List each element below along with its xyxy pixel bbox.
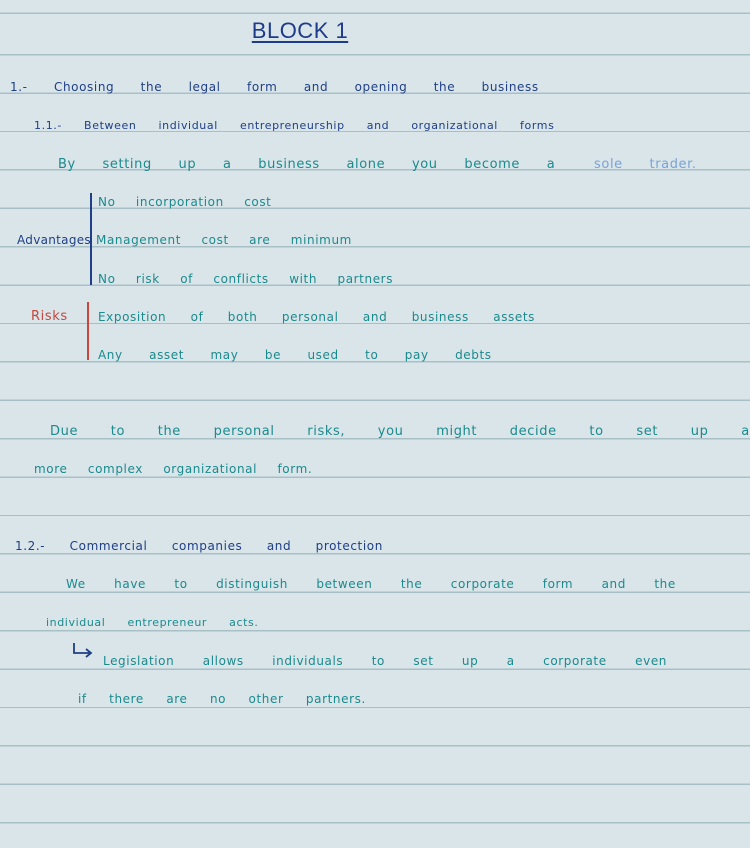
return-arrow-icon xyxy=(72,642,94,658)
intro-main: By setting up a business alone you become a xyxy=(58,157,556,172)
risks-bracket xyxy=(87,302,89,360)
advantage-item: No risk of conflicts with partners xyxy=(98,272,394,286)
section1-1-heading: 1.1.- Between individual entrepreneurship and organizational forms xyxy=(34,119,555,132)
section2-line-3: Legislation allows individuals to set up a corporate even xyxy=(103,654,668,668)
conclusion-line-2: more complex organizational form. xyxy=(34,462,313,476)
advantage-item: No incorporation cost xyxy=(98,195,272,209)
risk-item: Exposition of both personal and business assets xyxy=(98,310,536,324)
sole-trader-term: sole trader. xyxy=(594,157,697,172)
section2-heading: 1.2.- Commercial companies and protection xyxy=(15,539,383,553)
conclusion-line-1: Due to the personal risks, you might decide to set up a xyxy=(50,424,750,439)
advantages-label: Advantages xyxy=(17,233,91,247)
intro-text xyxy=(58,157,697,172)
section1-heading: 1.- Choosing the legal form and opening the business xyxy=(10,80,539,94)
section2-line-4: if there are no other partners. xyxy=(78,692,366,706)
risk-item: Any asset may be used to pay debts xyxy=(98,348,492,362)
advantage-item: Management cost are minimum xyxy=(96,233,352,247)
page-title: BLOCK 1 xyxy=(251,18,349,43)
section2-line-1: We have to distinguish between the corporate form and the xyxy=(66,577,676,591)
risks-label: Risks xyxy=(31,309,68,324)
section2-line-2: individual entrepreneur acts. xyxy=(46,616,259,629)
